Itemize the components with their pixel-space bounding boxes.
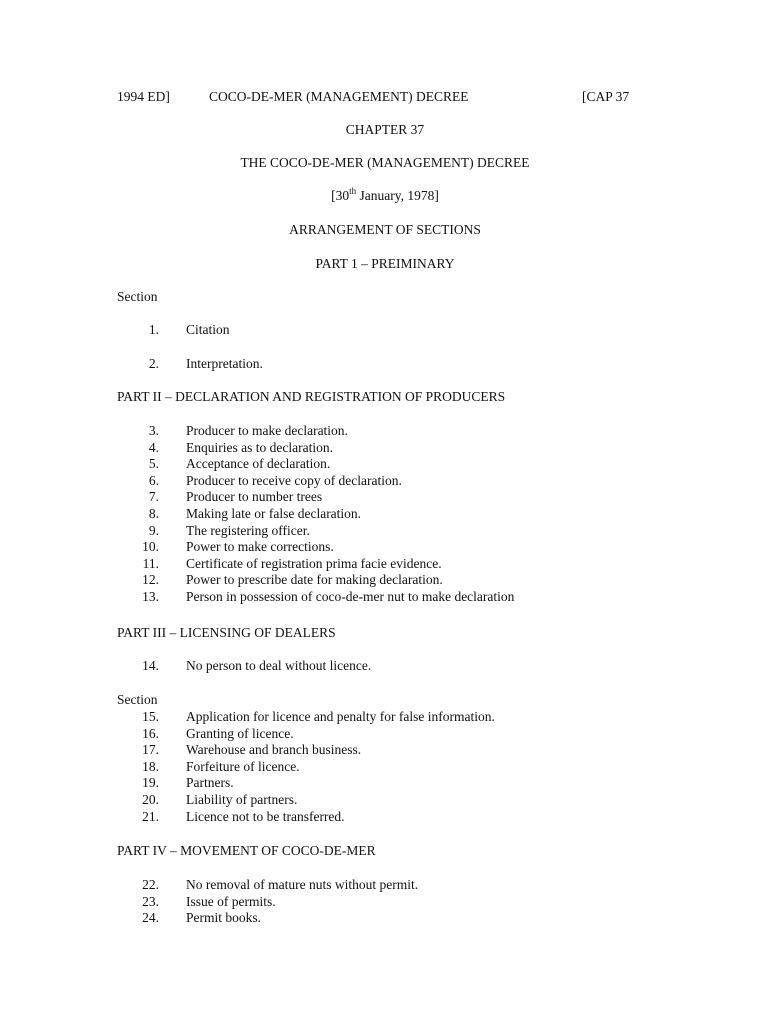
list-item: 7. Producer to number trees — [148, 489, 323, 505]
list-item: 23. Issue of permits. — [142, 893, 276, 909]
list-item: 10. Power to make corrections. — [142, 539, 334, 555]
part3-heading: PART III – LICENSING OF DEALERS — [117, 625, 336, 640]
part1-heading: PART 1 – PREIMINARY — [315, 256, 455, 271]
header-title: COCO-DE-MER (MANAGEMENT) DECREE — [209, 89, 469, 104]
list-item: 5. Acceptance of declaration. — [148, 456, 331, 472]
list-item: 17. Warehouse and branch business. — [142, 742, 362, 758]
list-item: 12. Power to prescribe date for making declaration. — [142, 572, 443, 588]
header-cap: [CAP 37 — [582, 89, 630, 104]
list-item: 18. Forfeiture of licence. — [142, 758, 300, 774]
part2-list — [0, 423, 770, 606]
part3-list-a — [0, 658, 770, 675]
list-item: 4. Enquiries as to declaration. — [148, 439, 333, 455]
part1-item: 1. Citation — [148, 322, 230, 337]
list-item: 22. No removal of mature nuts without permit. — [142, 877, 419, 892]
part2-heading: PART II – DECLARATION AND REGISTRATION OF PRODUCERS — [117, 389, 506, 404]
arrangement-heading: ARRANGEMENT OF SECTIONS — [289, 222, 481, 237]
list-item: 3. Producer to make declaration. — [148, 423, 348, 438]
header-edition: 1994 ED] — [117, 89, 170, 104]
list-item: 19. Partners. — [142, 775, 234, 791]
part4-heading: PART IV – MOVEMENT OF COCO-DE-MER — [117, 843, 376, 858]
list-item: 14. No person to deal without licence. — [142, 658, 372, 673]
list-item: 6. Producer to receive copy of declaration. — [148, 472, 402, 488]
list-item: 21. Licence not to be transferred. — [142, 808, 345, 824]
chapter-heading: CHAPTER 37 — [345, 122, 425, 137]
decree-date: [30th January, 1978] — [331, 185, 439, 203]
list-item: 24. Permit books. — [142, 910, 262, 926]
list-item: 9. The registering officer. — [148, 522, 310, 538]
list-item: 20. Liability of partners. — [142, 791, 298, 807]
section-label: Section — [117, 692, 158, 707]
list-item: 15. Application for licence and penalty for false information. — [142, 709, 495, 724]
decree-title: THE COCO-DE-MER (MANAGEMENT) DECREE — [240, 155, 530, 170]
part3-list-b — [0, 709, 770, 825]
section-label: Section — [117, 289, 158, 304]
list-item: 13. Person in possession of coco-de-mer nut to make declaration — [142, 588, 515, 604]
part4-list — [0, 877, 770, 927]
list-item: 11. Certificate of registration prima facie evidence. — [142, 555, 442, 571]
part1-item: 2. Interpretation. — [148, 356, 263, 371]
list-item: 16. Granting of licence. — [142, 725, 294, 741]
list-item: 8. Making late or false declaration. — [148, 505, 362, 521]
